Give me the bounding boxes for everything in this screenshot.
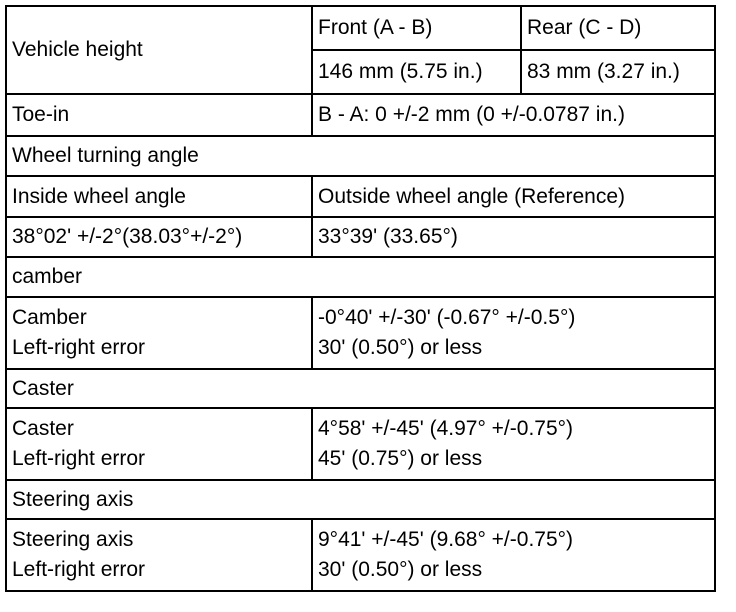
caster-error-label: Left-right error [12, 447, 146, 470]
steering-axis-values-cell [312, 519, 715, 591]
steering-axis-error-label: Left-right error [12, 558, 146, 581]
outside-wheel-angle-value: 33°39' (33.65°) [312, 217, 715, 257]
caster-value: 4°58' +/-45' (4.97° +/-0.75°) [318, 417, 574, 440]
steering-axis-values-row [6, 519, 715, 591]
camber-error-value: 30' (0.50°) or less [318, 336, 483, 359]
camber-section-row [6, 257, 715, 297]
front-header: Front (A - B) [312, 6, 521, 50]
wheel-turning-section-title: Wheel turning angle [6, 136, 715, 176]
inside-wheel-angle-header: Inside wheel angle [6, 176, 312, 217]
steering-axis-section-row [6, 480, 715, 519]
steering-axis-label: Steering axis [12, 528, 134, 551]
vehicle-height-header-row [6, 6, 715, 50]
steering-axis-section-title: Steering axis [6, 480, 715, 519]
camber-values-cell [312, 297, 715, 369]
rear-height-value: 83 mm (3.27 in.) [521, 50, 715, 94]
wheel-turning-header-row [6, 176, 715, 217]
caster-label: Caster [12, 417, 74, 440]
steering-axis-value: 9°41' +/-45' (9.68° +/-0.75°) [318, 528, 574, 551]
front-height-value: 146 mm (5.75 in.) [312, 50, 521, 94]
outside-wheel-angle-header: Outside wheel angle (Reference) [312, 176, 715, 217]
alignment-spec-table [5, 5, 716, 592]
toe-in-value: B - A: 0 +/-2 mm (0 +/-0.0787 in.) [312, 94, 715, 136]
camber-label: Camber [12, 306, 87, 329]
caster-labels-cell [6, 408, 312, 480]
caster-error-value: 45' (0.75°) or less [318, 447, 483, 470]
camber-section-title: camber [6, 257, 715, 297]
steering-axis-error-value: 30' (0.50°) or less [318, 558, 483, 581]
caster-values-row [6, 408, 715, 480]
toe-in-label: Toe-in [6, 94, 312, 136]
caster-section-title: Caster [6, 369, 715, 408]
caster-values-cell [312, 408, 715, 480]
toe-in-row [6, 94, 715, 136]
caster-section-row [6, 369, 715, 408]
steering-axis-labels-cell [6, 519, 312, 591]
rear-header: Rear (C - D) [521, 6, 715, 50]
inside-wheel-angle-value: 38°02' +/-2°(38.03°+/-2°) [6, 217, 312, 257]
camber-values-row [6, 297, 715, 369]
camber-error-label: Left-right error [12, 336, 146, 359]
vehicle-height-label: Vehicle height [6, 6, 312, 94]
wheel-turning-value-row [6, 217, 715, 257]
camber-value: -0°40' +/-30' (-0.67° +/-0.5°) [318, 306, 576, 329]
wheel-turning-section-row [6, 136, 715, 176]
camber-labels-cell [6, 297, 312, 369]
